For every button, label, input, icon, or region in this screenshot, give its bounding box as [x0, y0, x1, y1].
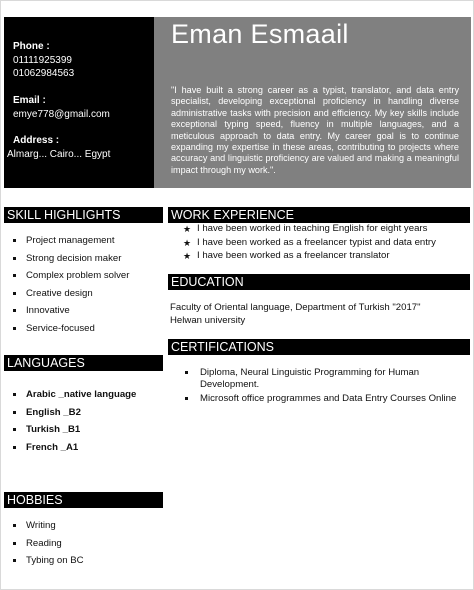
work-experience-list — [183, 223, 436, 264]
list-item: ★ I have been worked as a freelancer typist and data entry — [183, 236, 436, 248]
email-label: Email : — [13, 95, 46, 106]
list-item: ★ I have been worked in teaching English for eight years — [183, 223, 428, 234]
hobbies-list — [7, 520, 84, 573]
work-experience-heading: WORK EXPERIENCE — [168, 207, 470, 223]
education-university: Helwan university — [170, 315, 246, 326]
skills-list — [7, 235, 129, 340]
list-item: French _A1 — [7, 442, 136, 460]
phone-number-1: 01111925399 — [13, 55, 72, 66]
list-item: Reading — [7, 538, 84, 556]
bullet-icon — [13, 559, 16, 562]
bullet-icon — [13, 292, 16, 295]
star-bullet-icon: ★ — [183, 251, 192, 261]
list-item: Project management — [7, 235, 129, 253]
bullet-icon — [13, 411, 16, 414]
education-details — [170, 301, 460, 327]
address-value: Almarg... Cairo... Egypt — [7, 149, 111, 160]
phone-label: Phone : — [13, 41, 50, 52]
bullet-icon — [13, 274, 16, 277]
education-heading: EDUCATION — [168, 274, 470, 290]
education-faculty: Faculty of Oriental language, Department of Turkish "2017" — [170, 302, 421, 313]
bullet-icon — [13, 327, 16, 330]
list-item: ★ I have been worked as a freelancer translator — [183, 250, 390, 261]
list-item: Arabic _native language — [7, 389, 136, 407]
address-label: Address : — [13, 135, 60, 146]
bullet-icon — [185, 397, 188, 400]
bullet-icon — [13, 542, 16, 545]
bullet-icon — [185, 371, 188, 374]
list-item: English _B2 — [7, 407, 136, 425]
bullet-icon — [13, 428, 16, 431]
bullet-icon — [13, 446, 16, 449]
languages-list — [7, 389, 136, 459]
list-item: Creative design — [7, 288, 129, 306]
certifications-list — [181, 367, 461, 406]
skills-heading: SKILL HIGHLIGHTS — [4, 207, 163, 223]
list-item: Writing — [7, 520, 84, 538]
email-value: emye778@gmail.com — [13, 109, 110, 120]
list-item: Diploma, Neural Linguistic Programming for Human Development. — [181, 367, 461, 392]
hobbies-heading: HOBBIES — [4, 492, 163, 508]
bullet-icon — [13, 309, 16, 312]
list-item: Microsoft office programmes and Data Entry Courses Online — [181, 393, 461, 405]
star-bullet-icon: ★ — [183, 224, 192, 234]
bullet-icon — [13, 524, 16, 527]
phone-number-2: 01062984563 — [13, 68, 75, 79]
list-item: Turkish _B1 — [7, 424, 136, 442]
header-panel — [154, 17, 471, 188]
candidate-name: Eman Esmaail — [171, 19, 349, 49]
list-item: Service-focused — [7, 323, 129, 341]
profile-summary: "I have built a strong career as a typist, translator, and data entry specialist, developing exceptional proficiency in handling diverse administrative tasks with precision and efficiency. My key skills include exceptional typing speed, fluency in multiple languages, and a meticulous approach to data entry. My career goal is to continue expanding my expertise in these areas, contributing to projects where accuracy and linguistic proficiency are valued and making a meaningful impact through my work.". — [171, 85, 459, 175]
bullet-icon — [13, 257, 16, 260]
certifications-heading: CERTIFICATIONS — [168, 339, 470, 355]
contact-panel — [4, 17, 154, 188]
list-item: Tybing on BC — [7, 555, 84, 573]
bullet-icon — [13, 239, 16, 242]
list-item: Complex problem solver — [7, 270, 129, 288]
star-bullet-icon: ★ — [183, 237, 192, 248]
list-item: Strong decision maker — [7, 253, 129, 271]
languages-heading: LANGUAGES — [4, 355, 163, 371]
list-item: Innovative — [7, 305, 129, 323]
bullet-icon — [13, 393, 16, 396]
